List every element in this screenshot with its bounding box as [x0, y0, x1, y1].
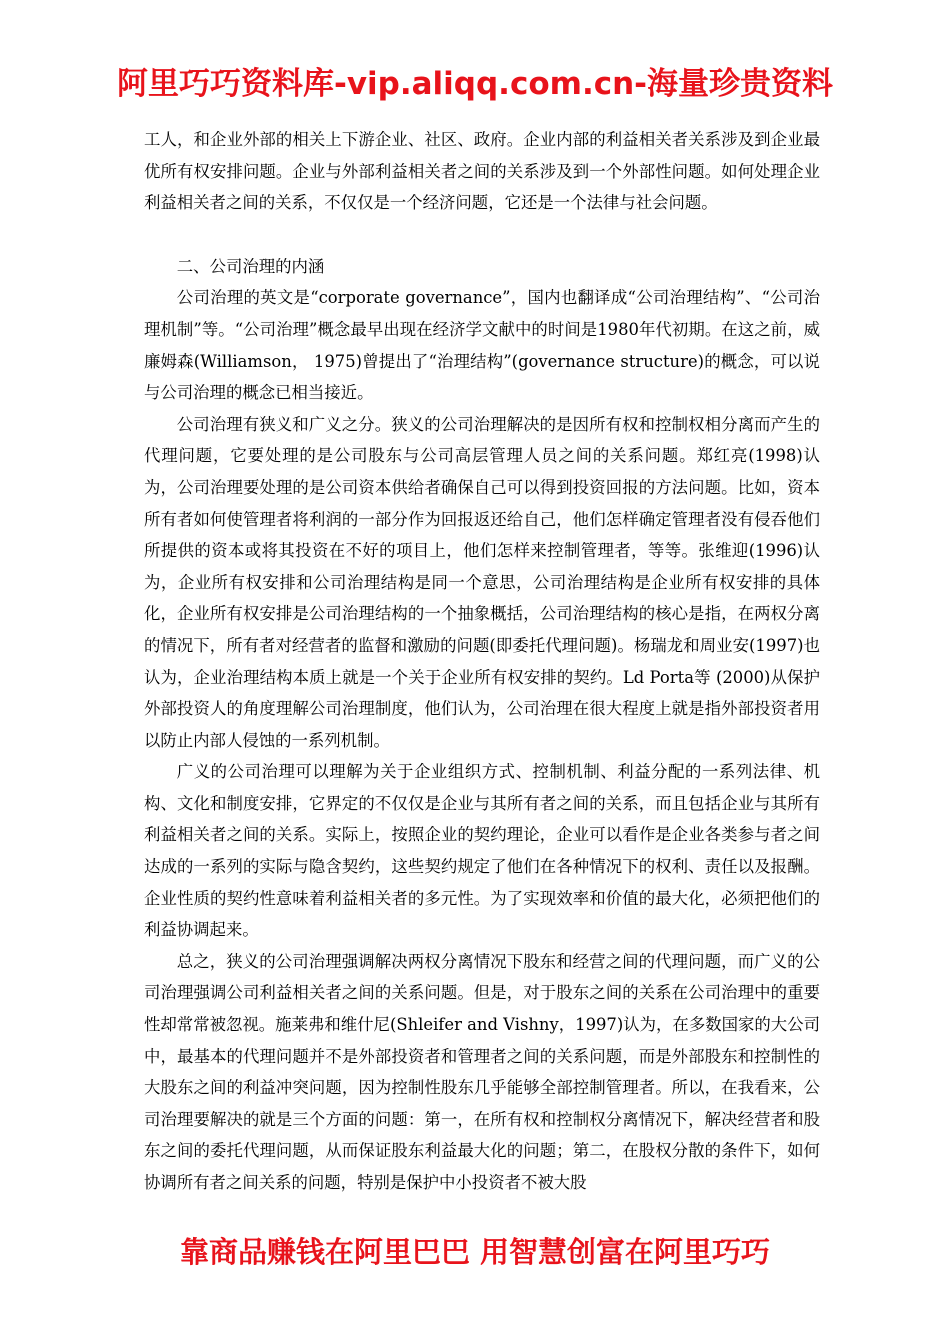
footer-banner: 靠商品赚钱在阿里巴巴 用智慧创富在阿里巧巧	[179, 1235, 771, 1269]
section-heading: 二、公司治理的内涵	[176, 256, 325, 276]
paragraph-2: 公司治理的英文是“corporate governance”，国内也翻译成“公司治理结构”、“公司治理机制”等。“公司治理”概念最早出现在经济学文献中的时间是1980年代初期。在这之前，威廉姆森(Williamson， 1975)曾提出了“治理结构”(governance structure)的概念，可以说与公司治理的概念已相当接近。	[144, 288, 820, 403]
paragraph-gap	[144, 219, 820, 251]
paragraph-1: 工人，和企业外部的相关上下游企业、社区、政府。企业内部的利益相关者关系涉及到企业最优所有权安排问题。企业与外部利益相关者之间的关系涉及到一个外部性问题。如何处理企业利益相关者之间的关系，不仅仅是一个经济问题，它还是一个法律与社会问题。	[144, 130, 820, 213]
document-body	[144, 124, 820, 1199]
paragraph-3: 公司治理有狭义和广义之分。狭义的公司治理解决的是因所有权和控制权相分离而产生的代理问题，它要处理的是公司股东与公司高层管理人员之间的关系问题。郑红亮(1998)认为，公司治理要处理的是公司资本供给者确保自己可以得到投资回报的方法问题。比如，资本所有者如何使管理者将利润的一部分作为回报返还给自己，他们怎样确定管理者没有侵吞他们所提供的资本或将其投资在不好的项目上，他们怎样来控制管理者，等等。张维迎(1996)认为，企业所有权安排和公司治理结构是同一个意思，公司治理结构是企业所有权安排的具体化，企业所有权安排是公司治理结构的一个抽象概括，公司治理结构的核心是指，在两权分离的情况下，所有者对经营者的监督和激励的问题(即委托代理问题)。杨瑞龙和周业安(1997)也认为，企业治理结构本质上就是一个关于企业所有权安排的契约。Ld Porta等 (2000)从保护外部投资人的角度理解公司治理制度，他们认为，公司治理在很大程度上就是指外部投资者用以防止内部人侵蚀的一系列机制。	[144, 414, 820, 750]
paragraph-4: 广义的公司治理可以理解为关于企业组织方式、控制机制、利益分配的一系列法律、机构、文化和制度安排，它界定的不仅仅是企业与其所有者之间的关系，而且包括企业与其所有利益相关者之间的关系。实际上，按照企业的契约理论，企业可以看作是企业各类参与者之间达成的一系列的实际与隐含契约，这些契约规定了他们在各种情况下的权利、责任以及报酬。企业性质的契约性意味着利益相关者的多元性。为了实现效率和价值的最大化，必须把他们的利益协调起来。	[144, 762, 820, 940]
header-banner: 阿里巧巧资料库-vip.aliqq.com.cn-海量珍贵资料	[116, 66, 834, 102]
paragraph-5: 总之，狭义的公司治理强调解决两权分离情况下股东和经营之间的代理问题，而广义的公司治理强调公司利益相关者之间的关系问题。但是，对于股东之间的关系在公司治理中的重要性却常常被忽视。施莱弗和维什尼(Shleifer and Vishny，1997)认为，在多数国家的大公司中，最基本的代理问题并不是外部投资者和管理者之间的关系问题，而是外部股东和控制性的大股东之间的利益冲突问题，因为控制性股东几乎能够全部控制管理者。所以，在我看来，公司治理要解决的就是三个方面的问题：第一，在所有权和控制权分离情况下，解决经营者和股东之间的委托代理问题，从而保证股东利益最大化的问题；第二，在股权分散的条件下，如何协调所有者之间关系的问题，特别是保护中小投资者不被大股	[144, 951, 820, 1192]
